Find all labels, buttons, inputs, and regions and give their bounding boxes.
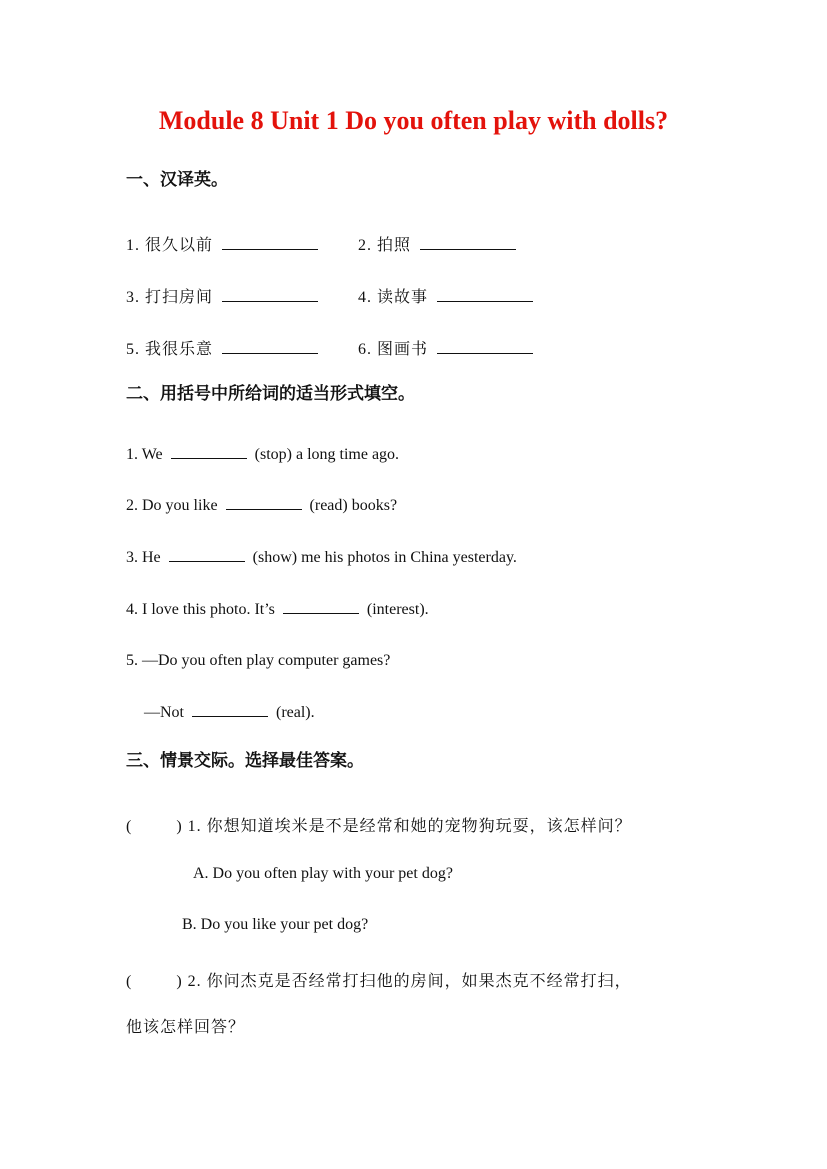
s1-item-3-num: 3. [126,289,140,306]
s1-item-6-num: 6. [358,341,372,358]
s1-item-2-text: 拍照 [377,237,412,254]
s2-item-2 [126,497,397,515]
s1-item-3-text: 打扫房间 [145,289,214,306]
s3-q1-text: 你想知道埃米是不是经常和她的宠物狗玩耍，该怎样问？ [206,818,632,835]
s2-item-4-post: (interest). [366,601,429,618]
s3-question-1 [126,813,632,836]
s3-q2-open-paren: ( [126,973,133,990]
s2-item-2-blank[interactable] [226,508,302,510]
s2-item-5-answer-pre: —Not [144,704,184,721]
s1-item-4-blank[interactable] [437,300,533,302]
s3-q1-option-a: A. Do you often play with your pet dog? [193,865,453,882]
s1-item-3 [126,284,322,307]
s2-item-2-pre: 2. Do you like [126,497,218,514]
s3-q1-option-b: B. Do you like your pet dog? [182,916,369,933]
s3-q1-number: ) 1. [176,818,202,835]
s1-item-1 [126,232,322,255]
s1-item-1-blank[interactable] [222,248,318,250]
s2-item-1-blank[interactable] [171,457,247,459]
s3-q1-open-paren: ( [126,818,133,835]
s1-item-5-blank[interactable] [222,352,318,354]
s1-item-5 [126,336,322,359]
s2-item-4 [126,601,429,619]
s2-item-5-answer-post: (real). [276,704,315,721]
s2-item-3 [126,549,517,567]
s2-item-3-pre: 3. He [126,549,161,566]
s2-item-4-blank[interactable] [283,612,359,614]
s1-item-1-text: 很久以前 [145,237,214,254]
s1-item-4 [358,284,537,307]
page-title: Module 8 Unit 1 Do you often play with dolls? [158,106,669,135]
s1-item-6-text: 图画书 [377,341,429,358]
s2-item-3-blank[interactable] [169,560,245,562]
s1-item-1-num: 1. [126,237,140,254]
s3-q2-text-continued: 他该怎样回答？ [126,1019,246,1036]
s1-item-2-num: 2. [358,237,372,254]
s2-item-1-pre: 1. We [126,446,163,463]
s3-question-2 [126,968,632,991]
s2-item-2-post: (read) books? [309,497,398,514]
s2-item-3-post: (show) me his photos in China yesterday. [252,549,517,566]
s2-item-5-answer [144,704,315,722]
s3-q2-number: ) 2. [176,973,202,990]
s1-item-3-blank[interactable] [222,300,318,302]
s2-item-1-post: (stop) a long time ago. [254,446,400,463]
s2-item-1 [126,446,399,464]
section3-heading: 三、情景交际。选择最佳答案。 [126,751,364,770]
s2-item-5-answer-blank[interactable] [192,715,268,717]
s1-item-5-text: 我很乐意 [145,341,214,358]
s2-item-5-pre: 5. —Do you often play computer games? [126,652,391,669]
section2-heading: 二、用括号中所给词的适当形式填空。 [126,384,415,403]
s1-item-4-text: 读故事 [377,289,429,306]
s1-item-6 [358,336,537,359]
s2-item-5 [126,652,390,670]
s2-item-4-pre: 4. I love this photo. It’s [126,601,275,618]
s1-item-4-num: 4. [358,289,372,306]
s3-q2-text: 你问杰克是否经常打扫他的房间，如果杰克不经常打扫， [206,973,632,990]
s1-item-5-num: 5. [126,341,140,358]
s1-item-2-blank[interactable] [420,248,516,250]
s1-item-6-blank[interactable] [437,352,533,354]
s1-item-2 [358,232,520,255]
section1-heading: 一、汉译英。 [126,170,228,189]
